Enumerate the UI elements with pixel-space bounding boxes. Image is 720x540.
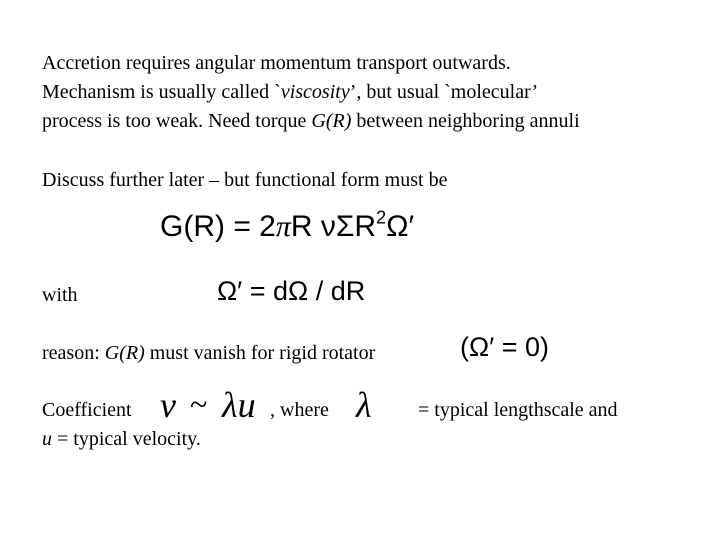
coefficient-label: Coefficient <box>42 399 132 421</box>
nu-symbol: ν <box>160 385 176 425</box>
intro-line-3-text-a: process is too weak. Need torque <box>42 110 312 132</box>
intro-line-2-text-c: ’, but usual `molecular’ <box>349 81 539 103</box>
torque-equation-end: Ω′ <box>386 210 415 243</box>
lengthscale-definition: = typical lengthscale and <box>418 399 618 421</box>
rigid-rotator-equation: (Ω′ = 0) <box>460 332 550 362</box>
lambda-symbol: λ <box>356 385 372 425</box>
pi-symbol: π <box>275 210 291 243</box>
where-text: , where <box>270 399 329 421</box>
reason-text-a: reason: <box>42 342 105 364</box>
intro-line-1: Accretion requires angular momentum transport outwards. <box>42 52 511 74</box>
lambda-u-expression: λu <box>222 385 256 425</box>
intro-line-2 <box>42 78 538 107</box>
intro-line-2-text-a: Mechanism is usually called ` <box>42 81 281 103</box>
omega-derivative-equation: Ω′ = dΩ / dR <box>217 276 366 306</box>
torque-equation <box>160 207 415 244</box>
tilde-symbol: ~ <box>190 386 208 422</box>
torque-equation-lhs: G(R) = 2 <box>160 210 276 243</box>
velocity-definition <box>42 425 201 454</box>
reason-torque-symbol: G(R) <box>104 342 145 364</box>
viscosity-term: viscosity <box>280 81 350 103</box>
discuss-line: Discuss further later – but functional form must be <box>42 169 448 191</box>
intro-line-3-text-c: between neighboring annuli <box>351 110 580 132</box>
intro-line-3 <box>42 107 580 136</box>
with-label: with <box>42 284 78 306</box>
reason-text-c: must vanish for rigid rotator <box>144 342 376 364</box>
torque-equation-exponent: 2 <box>376 207 387 228</box>
velocity-definition-text: = typical velocity. <box>52 428 201 450</box>
torque-symbol: G(R) <box>311 110 352 132</box>
reason-line <box>42 339 375 368</box>
torque-equation-mid: R νΣR <box>290 210 377 243</box>
velocity-symbol: u <box>42 428 52 450</box>
